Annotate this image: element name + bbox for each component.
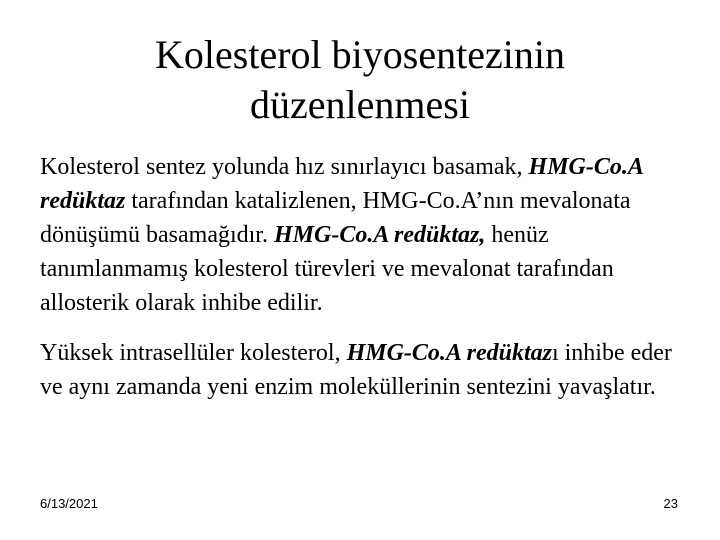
paragraph-2-text-1: Yüksek intrasellüler kolesterol, [40,340,347,366]
slide-title-line-1: Kolesterol biyosentezinin [155,32,565,77]
paragraph-2-text-2: ı inhibe eder ve aynı zamanda yeni enzim moleküllerinin sentezini yavaşlatır. [40,340,672,400]
enzyme-term: HMG-Co.A redüktaz, [273,222,486,248]
footer-date: 6/13/2021 [40,496,98,511]
enzyme-term: HMG-Co.A redüktaz [40,154,643,214]
paragraph-1 [40,150,690,320]
paragraph-2 [40,336,690,404]
slide-body [40,150,690,404]
paragraph-1-text-1: Kolesterol sentez yolunda hız sınırlayıcı basamak, [40,154,529,180]
enzyme-term: HMG-Co.A redüktaz [346,340,552,366]
slide-title-line-2: düzenlenmesi [250,82,470,127]
page-number: 23 [663,496,678,511]
paragraph-1-text-3: henüz tanımlanmamış kolesterol türevleri ve mevalonat tarafından allosterik olarak inhibe edilir. [40,222,614,316]
slide-title [60,30,660,130]
paragraph-1-text-2: tarafından katalizlenen, HMG-Co.A’nın mevalonata dönüşümü basamağıdır. [40,188,631,248]
